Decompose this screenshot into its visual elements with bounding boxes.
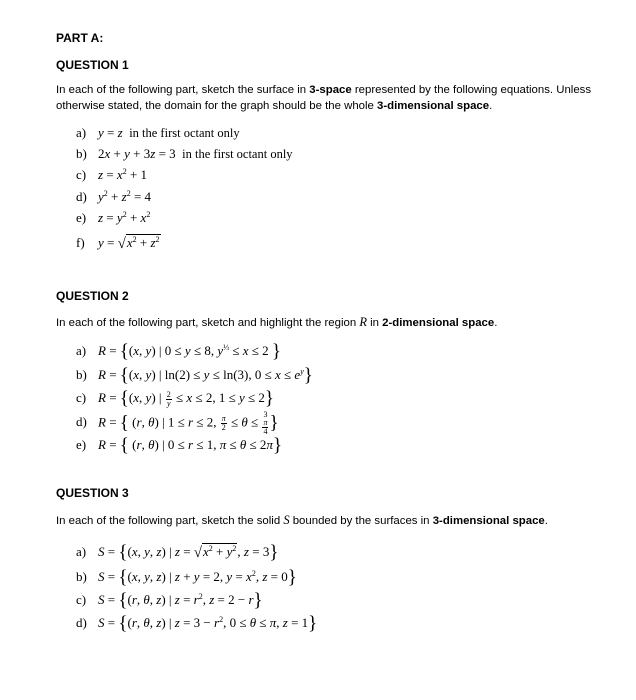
- question-1-heading: QUESTION 1: [56, 58, 129, 72]
- q3-item-b: b) S = {(x, y, z) | z + y = 2, $y = x^2$, z = 0}: [76, 567, 297, 588]
- q2-item-a: a) R = {(x, y) | 0 ≤ y ≤ 8, $y^{\frac{1}{3}} \le x \le 2$ }: [76, 341, 282, 362]
- q1-item-a: a) y = z in the first octant only: [76, 125, 240, 140]
- q3-item-d: d) S = {(r, θ, z) | $z = 3 - r^2$, 0 ≤ θ ≤ π, z = 1}: [76, 613, 318, 634]
- q2-item-d: d) R = { (r, θ) | 1 ≤ r ≤ 2, $\frac{\pi}{2}$ ≤ θ ≤ 3 π 4 }: [76, 410, 279, 436]
- q1-item-f: f) $y = √x^2 + z^2$: [76, 235, 160, 252]
- q1-item-d: d) $y^2 + z^2 = 4$: [76, 189, 152, 204]
- q1-item-e: e) $z = y^2 + x^2$: [76, 210, 151, 225]
- question-3-heading: QUESTION 3: [56, 486, 129, 500]
- question-2-heading: QUESTION 2: [56, 289, 129, 303]
- q2-item-c: c) R = {(x, y) | $\frac{2}{y}$ ≤ x ≤ 2, 1 ≤ y ≤ 2}: [76, 388, 275, 409]
- q3-item-c: c) S = {(r, θ, z) | $z = r^2$, z = 2 − r}: [76, 590, 263, 611]
- part-heading: PART A:: [56, 31, 104, 45]
- q1-item-c: c) $z = x^2 + 1$: [76, 167, 148, 182]
- question-1-intro: In each of the following part, sketch the surface in 3-space represented by the following equations. Unless otherwise stated, the domain for the graph should be the whole 3-dimensional space.: [56, 84, 592, 112]
- question-3-intro: In each of the following part, sketch the solid S bounded by the surfaces in 3-dimensional space.: [56, 513, 548, 527]
- q2-item-e: e) R = { (r, θ) | 0 ≤ r ≤ 1, π ≤ θ ≤ 2π}: [76, 435, 283, 456]
- q1-item-b: b) 2x + y + 3z = 3 in the first octant only: [76, 146, 293, 161]
- q3-item-a: a) S = {(x, y, z) | $z = √x^2 + y^2$, z = 3}: [76, 542, 279, 563]
- q2-item-b: b) R = {(x, y) | ln(2) ≤ y ≤ ln(3), $0 \le x \le e^y$}: [76, 365, 313, 386]
- question-2-intro: In each of the following part, sketch and highlight the region R in 2-dimensional space.: [56, 315, 498, 329]
